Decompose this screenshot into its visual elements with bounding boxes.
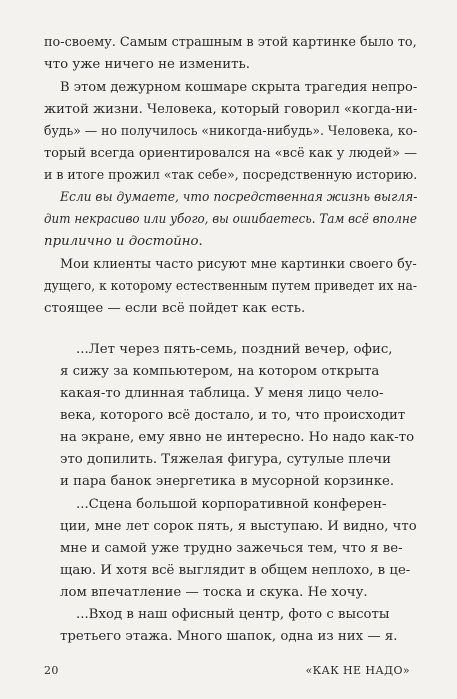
quote-line: ...Лет через пять-семь, поздний вечер, офис, <box>76 342 393 357</box>
quote-line: на экране, ему явно не интересно. Но надо как-то <box>60 430 415 445</box>
text-line: по-своему. Самым страшным в этой картинке было то, <box>44 35 417 50</box>
text-line: В этом дежурном кошмаре скрыта трагедия непро- <box>60 80 418 95</box>
text-line: будь» — но получилось «никогда-нибудь». Человека, ко- <box>44 124 418 139</box>
text-line: торый всегда ориентировался на «всё как у людей» — <box>44 146 418 161</box>
text-line: Мои клиенты часто рисуют мне картинки своего бу- <box>60 257 417 272</box>
quote-line: ...Вход в наш офисный центр, фото с высоты <box>76 607 390 622</box>
quote-line: века, которого всё достало, и то, что происходит <box>60 408 406 423</box>
quote-line: я сижу за компьютером, на котором открыта <box>60 364 380 379</box>
quote-line: третьего этажа. Много шапок, одна из них — я. <box>60 629 398 644</box>
quote-line: мне и самой уже трудно зажечься тем, что я ве- <box>60 541 403 556</box>
italic-line: Если вы думаете, что посредственная жизнь выгля- <box>60 190 418 205</box>
quote-line: и пара банок энергетика в мусорной корзинке. <box>60 474 395 489</box>
italic-line: прилично и достойно. <box>44 234 203 249</box>
quote-line: ции, мне лет сорок пять, я выступаю. И видно, что <box>60 519 417 534</box>
text-line: и в итоге прожил «так себе», посредственную историю. <box>44 168 418 183</box>
text-line: стоящее — если всё пойдет как есть. <box>44 301 306 316</box>
quote-line: щаю. И хотя всё выглядит в общем неплохо, в це- <box>60 563 411 578</box>
quote-line: какая-то длинная таблица. У меня лицо чело- <box>60 386 384 401</box>
text-line: житой жизни. Человека, который говорил «когда-ни- <box>44 102 418 117</box>
italic-line: дит некрасиво или убого, вы ошибаетесь. Там всё вполне <box>44 212 417 227</box>
quote-line: лом впечатление — тоска и скука. Не хочу. <box>60 585 368 600</box>
text-line: что уже ничего не изменить. <box>44 57 250 72</box>
page-number: 20 <box>44 664 59 677</box>
text-line: дущего, к которому естественным путем приведет их на- <box>44 279 417 294</box>
running-head: «КАК НЕ НАДО» <box>305 664 410 677</box>
quote-line: ...Сцена большой корпоративной конферен- <box>76 497 387 512</box>
quote-line: это допилить. Тяжелая фигура, сутулые плечи <box>60 452 392 467</box>
